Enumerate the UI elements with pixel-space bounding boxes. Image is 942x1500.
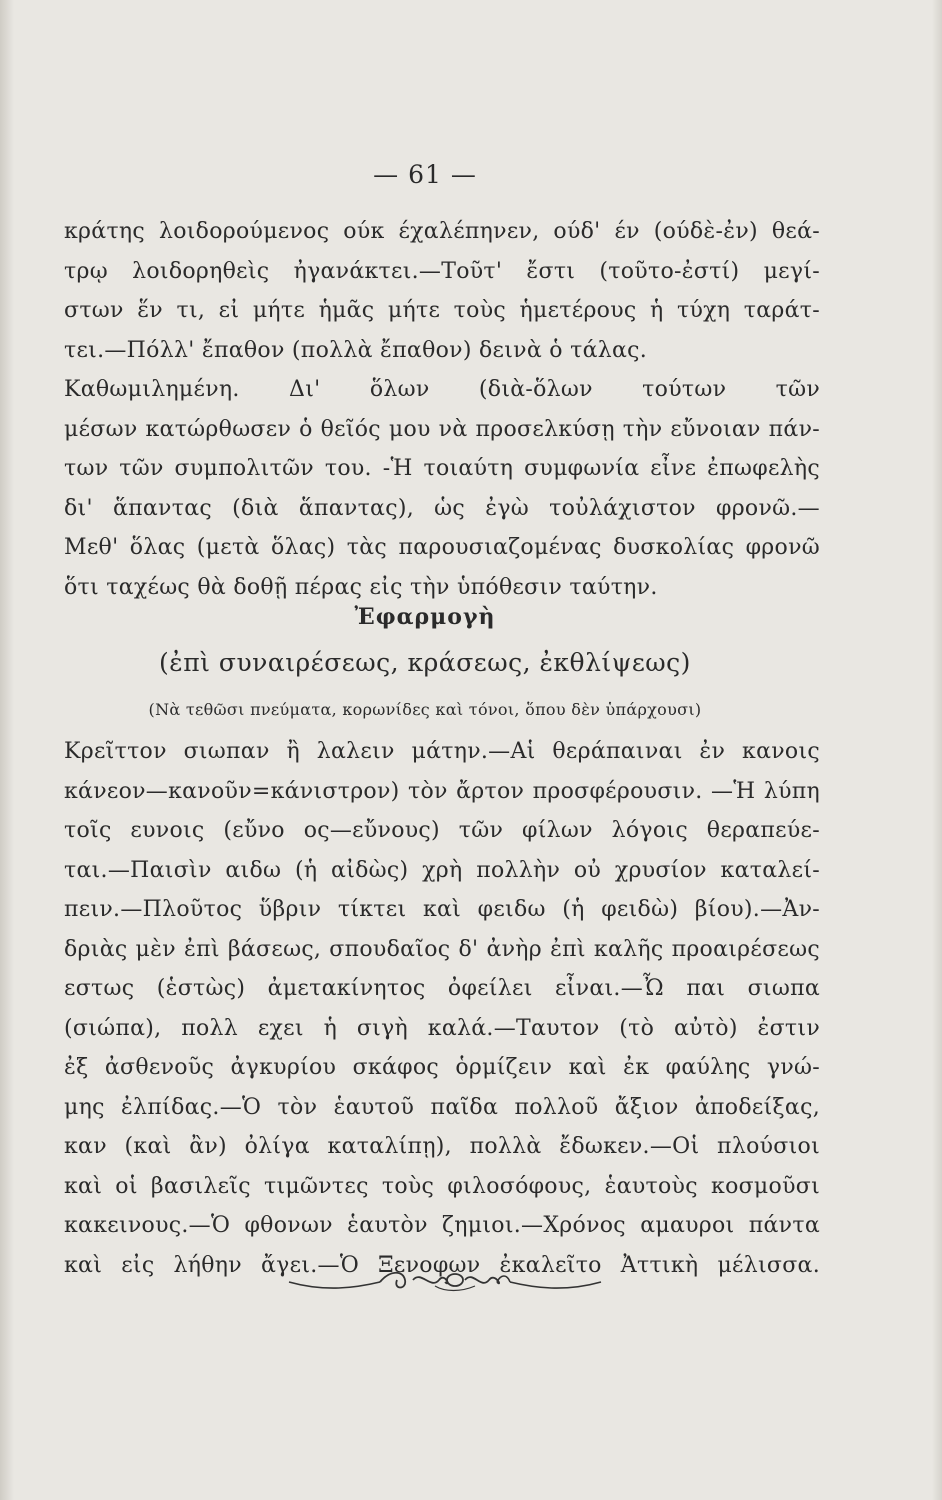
- text-line: καὶ εἰς λήθην ἄγει.—Ὁ Ξενοφων ἐκαλεῖτο Ἀττικὴ μέλισσα.: [64, 1252, 820, 1278]
- text-line: στων ἕν τι, εἰ μήτε ἡμᾶς μήτε τοὺς ἡμετέρους ἡ τύχη ταράτ-: [64, 298, 820, 323]
- page-number: — 61 —: [373, 160, 477, 189]
- text-line: καὶ οἱ βασιλεῖς τιμῶντες τοὺς φιλοσόφους, ἑαυτοὺς κοσμοῦσι: [64, 1173, 820, 1199]
- section-subtitle: (ἐπὶ συναιρέσεως, κράσεως, ἐκθλίψεως): [159, 648, 691, 677]
- text-line: δι' ἅπαντας (διὰ ἅπαντας), ὡς ἐγὼ τοὐλάχιστον φρονῶ.—: [64, 495, 820, 521]
- text-line: Μεθ' ὅλας (μετὰ ὅλας) τὰς παρουσιαζομένας δυσκολίας φρονῶ: [64, 535, 820, 560]
- text-line: δριὰς μὲν ἐπὶ βάσεως, σπουδαῖος δ' ἀνὴρ ἐπὶ καλῆς προαιρέσεως: [64, 936, 820, 962]
- text-line: τει.—Πόλλ' ἔπαθον (πολλὰ ἔπαθον) δεινὰ ὁ τάλας.: [64, 337, 648, 363]
- text-line: ται.—Παισὶν αιδω (ἡ αἰδὼς) χρὴ πολλὴν οὐ χρυσίον καταλεί-: [64, 857, 820, 883]
- text-line: ἐξ ἀσθενοῦς ἀγκυρίου σκάφος ὁρμίζειν καὶ ἐκ φαύλης γνώ-: [64, 1055, 820, 1080]
- text-line: κακεινους.—Ὁ φθονων ἑαυτὸν ζημιοι.—Χρόνος αμαυροι πάντα: [64, 1213, 820, 1238]
- text-line: (σιώπα), πολλ εχει ἡ σιγὴ καλά.—Ταυτον (τὸ αὐτὸ) ἐστιν: [64, 1015, 820, 1041]
- section-note: (Νὰ τεθῶσι πνεύματα, κορωνίδες καὶ τόνοι, ὅπου δὲν ὑπάρχουσι): [148, 700, 702, 719]
- text-block-bottom: [64, 732, 820, 1285]
- text-line: κάνεον—κανοῦν=κάνιστρον) τὸν ἄρτον προσφέρουσιν. —Ἡ λύπη: [64, 778, 820, 804]
- text-line: μέσων κατώρθωσεν ὁ θεῖός μου νὰ προσελκύσῃ τὴν εὔνοιαν πάν-: [64, 416, 820, 442]
- text-line: των τῶν συμπολιτῶν του. -Ἡ τοιαύτη συμφωνία εἶνε ἐπωφελὴς: [64, 456, 820, 481]
- text-line: τοῖς ευνοις (εὔνο ος—εὔνους) τῶν φίλων λόγοις θεραπεύε-: [64, 818, 820, 843]
- section-title: Ἐφαρμογὴ: [354, 604, 496, 630]
- page-edge-shadow-left: [0, 0, 14, 1500]
- text-line: ὅτι ταχέως θὰ δοθῇ πέρας εἰς τὴν ὑπόθεσιν ταύτην.: [64, 574, 658, 600]
- text-line: καν (καὶ ἂν) ὀλίγα καταλίπῃ), πολλὰ ἔδωκεν.—Οἱ πλούσιοι: [64, 1134, 820, 1159]
- text-line: τρῳ λοιδορηθεὶς ἠγανάκτει.—Τοῦτ' ἔστι (τοῦτο-ἐστί) μεγί-: [64, 258, 820, 284]
- ornament-divider-icon: [285, 1262, 605, 1298]
- text-line: μης ἐλπίδας.—Ὁ τὸν ἑαυτοῦ παῖδα πολλοῦ ἄξιον ἀποδείξας,: [64, 1094, 820, 1120]
- text-line-heading: Καθωμιλημένη. Δι' ὅλων (διὰ-ὅλων τούτων τῶν: [64, 377, 820, 402]
- text-line: εστως (ἑστὼς) ἀμετακίνητος ὀφείλει εἶναι.—Ὦ παι σιωπα: [64, 976, 820, 1001]
- text-line: πειν.—Πλοῦτος ὕβριν τίκτει καὶ φειδω (ἡ φειδὼ) βίου).—Ἀν-: [64, 897, 820, 922]
- text-line: Κρεῖττον σιωπαν ἢ λαλειν μάτην.—Αἱ θεράπαιναι ἐν κανοις: [64, 739, 820, 764]
- text-line: κράτης λοιδορούμενος ούκ έχαλέπηνεν, ούδ' έν (ούδὲ-ἐν) θεά-: [64, 219, 820, 244]
- page-edge-shadow-right: [932, 0, 942, 1500]
- text-block-top: [64, 212, 820, 607]
